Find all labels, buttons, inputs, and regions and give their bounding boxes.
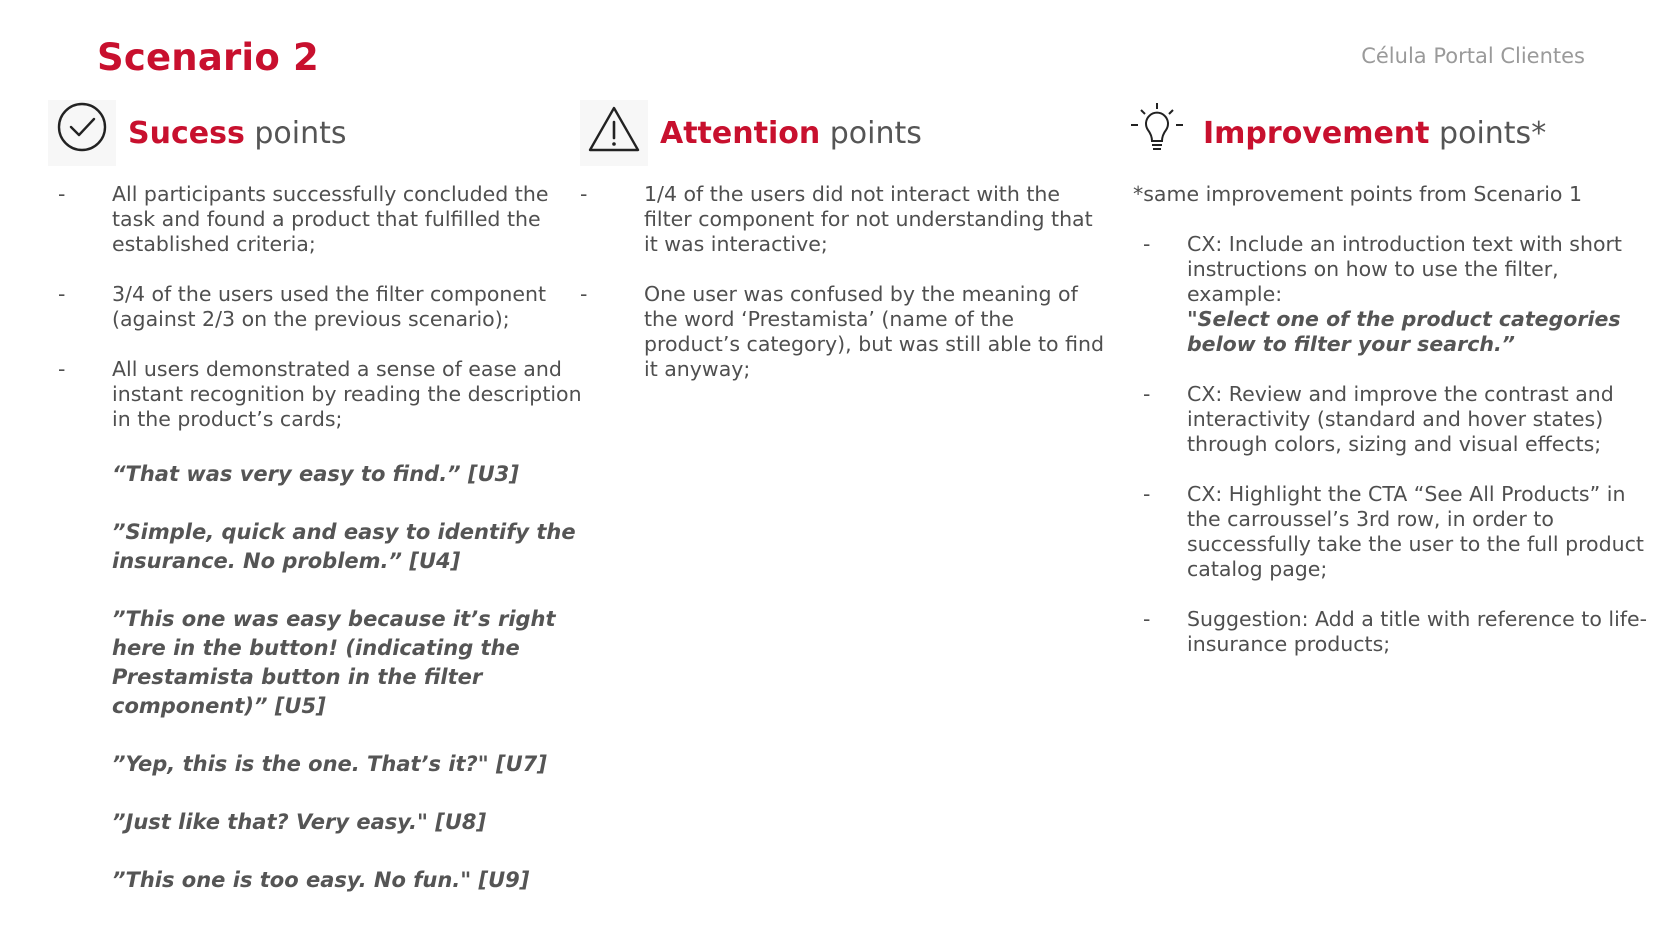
improvement-note: *same improvement points from Scenario 1 [1133, 182, 1583, 206]
improvement-header [1123, 100, 1643, 170]
list-item: - 1/4 of the users did not interact with the filter component for not understanding that it was interactive; [580, 182, 1093, 256]
bullet-text: CX: Highlight the CTA “See All Products” in the carroussel’s 3rd row, in order to successfully take the user to the full product catalog page; [1187, 482, 1644, 581]
user-quote: ”This one is too easy. No fun." [U9] [112, 868, 530, 892]
bullet-text: 3/4 of the users used the filter component (against 2/3 on the previous scenario); [112, 282, 547, 331]
success-header [48, 100, 588, 170]
bullet-text: All participants successfully concluded the task and found a product that fulfilled the established criteria; [112, 182, 549, 256]
attention-column [580, 100, 1110, 381]
user-quotes [112, 460, 592, 924]
improvement-column [1123, 100, 1648, 656]
improvement-heading [1203, 116, 1546, 151]
attention-heading-rest: points [820, 116, 922, 151]
success-heading-rest: points [244, 116, 347, 151]
bullet-text: Suggestion: Add a title with reference to life-insurance products; [1187, 607, 1648, 656]
bullet-text: CX: Include an introduction text with short instructions on how to use the filter, example: [1187, 232, 1622, 306]
list-item: - One user was confused by the meaning of the word ‘Prestamista’ (name of the product’s category), but was still able to find it anyway; [580, 282, 1105, 381]
check-circle-icon [48, 100, 116, 166]
user-quote: “That was very easy to find.” [U3] [112, 462, 519, 486]
list-item: - CX: Highlight the CTA “See All Products” in the carroussel’s 3rd row, in order to successfully take the user to the full product catalog page; [1143, 482, 1644, 581]
list-item: - All users demonstrated a sense of ease and instant recognition by reading the description in the product’s cards; [58, 357, 582, 431]
brand-label: Célula Portal Clientes [1361, 44, 1585, 68]
bullet-text: One user was confused by the meaning of the word ‘Prestamista’ (name of the product’s category), but was still able to find it anyway; [644, 282, 1105, 381]
improvement-list [1133, 182, 1653, 682]
success-column [48, 100, 588, 892]
warning-triangle-icon [580, 100, 648, 166]
improvement-heading-rest: points* [1429, 116, 1547, 151]
list-item: - All participants successfully concluded the task and found a product that fulfilled the established criteria; [58, 182, 549, 256]
success-bullet-list [48, 182, 588, 457]
example-quote: "Select one of the product categories below to filter your search.” [1187, 307, 1621, 356]
success-heading [128, 116, 347, 151]
attention-heading-strong: Attention [660, 116, 821, 151]
lightbulb-icon [1123, 100, 1191, 166]
user-quote: ”This one was easy because it’s right here in the button! (indicating the Prestamista button in the filter component)” [U5] [112, 607, 556, 718]
attention-heading [660, 116, 922, 151]
user-quote: ”Simple, quick and easy to identify the insurance. No problem.” [U4] [112, 520, 576, 573]
user-quote: ”Yep, this is the one. That’s it?" [U7] [112, 752, 547, 776]
list-item: - CX: Include an introduction text with short instructions on how to use the filter, example: "Select one of the product categories below to filter your search.” [1143, 232, 1622, 356]
bullet-text: 1/4 of the users did not interact with the filter component for not understanding that it was interactive; [644, 182, 1093, 256]
success-heading-strong: Sucess [128, 116, 245, 151]
list-item: - Suggestion: Add a title with reference to life-insurance products; [1143, 607, 1648, 656]
user-quote: ”Just like that? Very easy." [U8] [112, 810, 487, 834]
list-item: - 3/4 of the users used the filter component (against 2/3 on the previous scenario); [58, 282, 547, 331]
attention-bullet-list [580, 182, 1110, 407]
bullet-text: All users demonstrated a sense of ease and instant recognition by reading the description in the product’s cards; [112, 357, 582, 431]
attention-header [580, 100, 1110, 170]
page-title: Scenario 2 [97, 36, 319, 79]
improvement-heading-strong: Improvement [1203, 116, 1430, 151]
list-item: - CX: Review and improve the contrast and interactivity (standard and hover states) through colors, sizing and visual effects; [1143, 382, 1614, 456]
bullet-text: CX: Review and improve the contrast and interactivity (standard and hover states) through colors, sizing and visual effects; [1187, 382, 1614, 456]
